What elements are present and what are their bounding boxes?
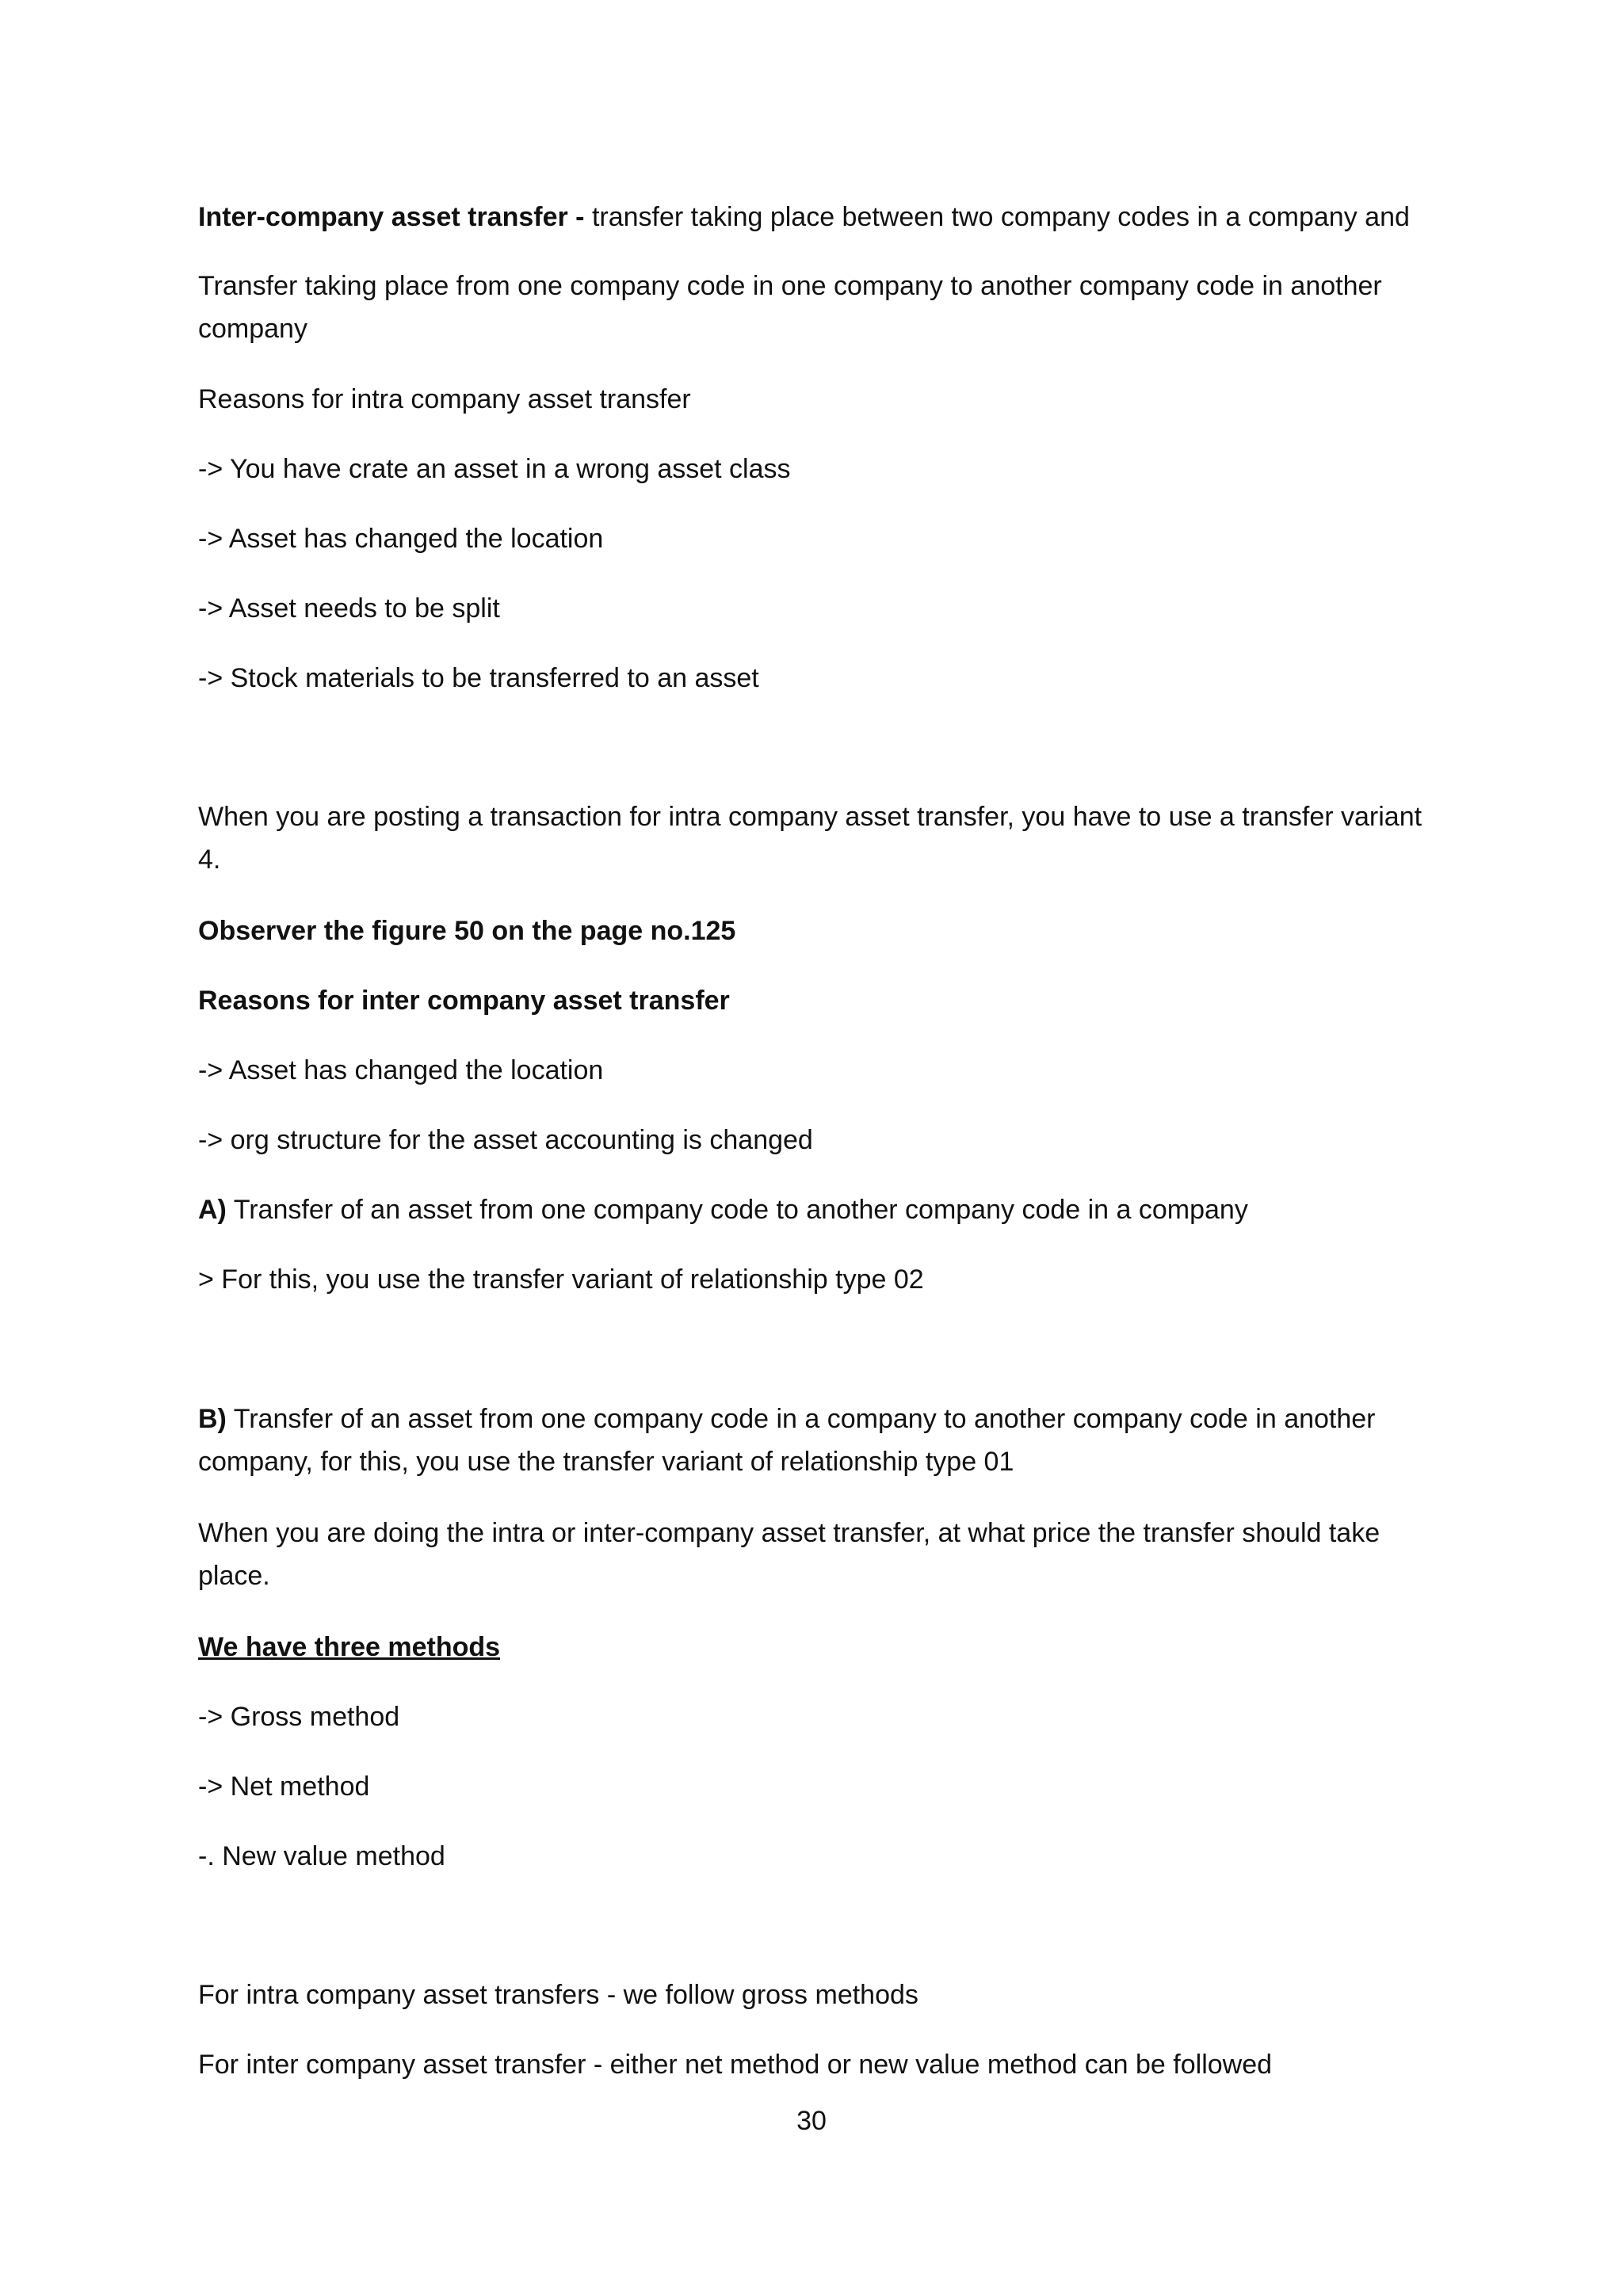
list-item-intra-reason-4: -> Stock materials to be transferred to an asset <box>198 663 759 693</box>
paragraph-option-a-note: > For this, you use the transfer variant of relationship type 02 <box>198 1264 924 1295</box>
heading-inter-reasons: Reasons for inter company asset transfer <box>198 986 730 1016</box>
term-inter-company-asset-transfer: Inter-company asset transfer - <box>198 202 585 232</box>
definition-text: transfer taking place between two company codes in a company and <box>584 202 1410 232</box>
list-item-intra-reason-1: -> You have crate an asset in a wrong asset class <box>198 454 791 484</box>
list-item-method-1: -> Gross method <box>198 1702 400 1732</box>
paragraph-transfer-price: When you are doing the intra or inter-company asset transfer, at what price the transfer should take place. <box>198 1518 1381 1591</box>
paragraph-option-a <box>198 1188 1442 1231</box>
note-observe-figure: Observer the figure 50 on the page no.125 <box>198 916 736 946</box>
list-item-inter-reason-1: -> Asset has changed the location <box>198 1055 604 1085</box>
page-number: 30 <box>796 2106 827 2136</box>
paragraph-inter-method: For inter company asset transfer - either net method or new value method can be followed <box>198 2050 1273 2080</box>
list-item-intra-reason-3: -> Asset needs to be split <box>198 593 500 624</box>
option-a-text: Transfer of an asset from one company code to another company code in a company <box>226 1195 1248 1225</box>
paragraph-option-b <box>198 1398 1442 1483</box>
paragraph-intra-method: For intra company asset transfers - we follow gross methods <box>198 1980 918 2010</box>
paragraph-transfer-variant-4: When you are posting a transaction for intra company asset transfer, you have to use a transfer variant 4. <box>198 802 1423 875</box>
list-item-inter-reason-2: -> org structure for the asset accounting is changed <box>198 1125 813 1155</box>
list-item-intra-reason-2: -> Asset has changed the location <box>198 524 604 554</box>
list-item-method-3: -. New value method <box>198 1841 445 1871</box>
option-a-label: A) <box>198 1195 227 1225</box>
heading-intra-reasons: Reasons for intra company asset transfer <box>198 384 691 414</box>
list-item-method-2: -> Net method <box>198 1772 370 1802</box>
paragraph-transfer-between-companies: Transfer taking place from one company code in one company to another company code in another company <box>198 271 1382 344</box>
heading-three-methods: We have three methods <box>198 1632 501 1662</box>
option-b-text: Transfer of an asset from one company code in a company to another company code in another company, for this, you use the transfer variant of relationship type 01 <box>198 1404 1376 1477</box>
paragraph-inter-company-definition <box>198 196 1442 238</box>
option-b-label: B) <box>198 1404 227 1434</box>
